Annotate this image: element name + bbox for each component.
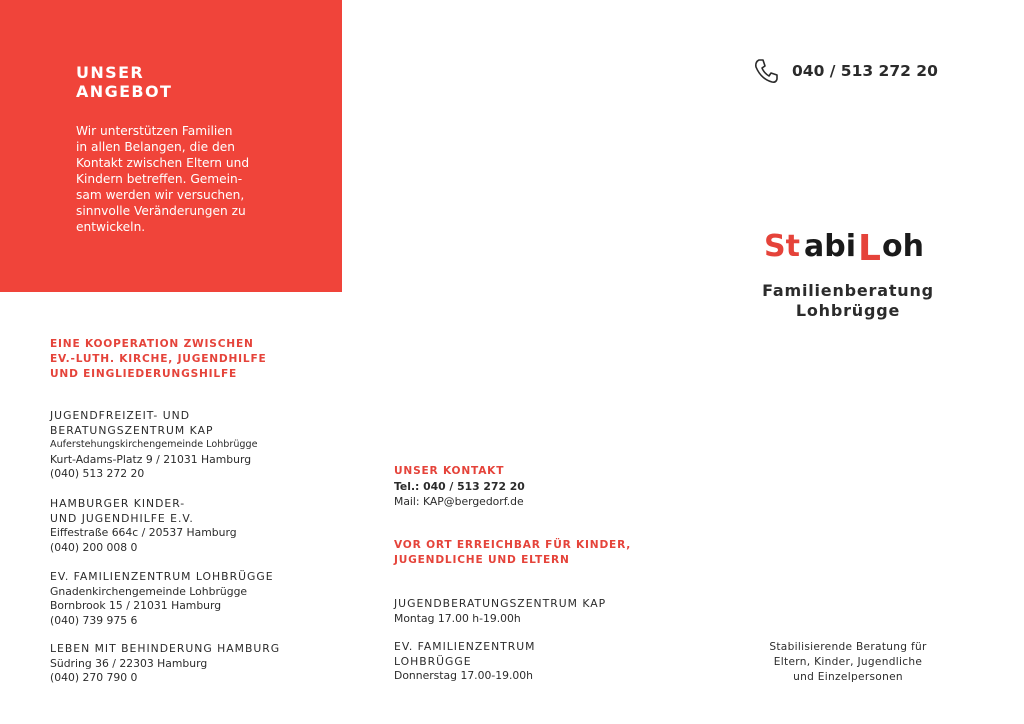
- partner-phone: (040) 513 272 20: [50, 467, 145, 480]
- subtitle-line: Familienberatung: [762, 281, 934, 300]
- svg-text:oh: oh: [882, 229, 924, 264]
- partner-entry-jugendhilfe: [50, 497, 350, 555]
- location-time: Donnerstag 17.00-19.00h: [394, 669, 534, 682]
- partner-entry-behinderung: [50, 642, 350, 686]
- tagline-line: Stabilisierende Beratung für: [769, 641, 927, 653]
- onsite-heading: [394, 538, 694, 568]
- partner-address: Südring 36 / 22303 Hamburg: [50, 656, 208, 670]
- partner-name: EV. FAMILIENZENTRUM LOHBRÜGGE: [50, 570, 274, 583]
- partner-address: Eiffestraße 664c / 20537 Hamburg: [50, 526, 237, 539]
- location-kap: [394, 597, 694, 626]
- partner-name: JUGENDFREIZEIT- UND: [50, 409, 191, 422]
- offer-text: [76, 123, 296, 235]
- partner-name: HAMBURGER KINDER-: [50, 497, 186, 510]
- partner-phone: (040) 200 008 0: [50, 540, 138, 554]
- partner-name: UND JUGENDHILFE E.V.: [50, 511, 194, 525]
- offer-heading: [76, 63, 296, 101]
- partner-phone: (040) 739 975 6: [50, 613, 138, 627]
- cooperation-heading-line: EV.-LUTH. KIRCHE, JUGENDHILFE: [50, 353, 267, 365]
- svg-text:St: St: [764, 229, 800, 264]
- onsite-heading-line: JUGENDLICHE UND ELTERN: [394, 554, 570, 566]
- partner-phone: (040) 270 790 0: [50, 671, 138, 684]
- partner-sub: Gnadenkirchengemeinde Lohbrügge: [50, 584, 248, 598]
- offer-text-line: Kindern betreffen. Gemein-: [76, 172, 243, 186]
- offer-text-line: in allen Belangen, die den: [76, 140, 235, 154]
- location-name: EV. FAMILIENZENTRUM: [394, 640, 536, 653]
- offer-text-line: Wir unterstützen Familien: [76, 124, 233, 138]
- partner-name: BERATUNGSZENTRUM KAP: [50, 423, 214, 437]
- cooperation-heading-line: UND EINGLIEDERUNGSHILFE: [50, 368, 238, 380]
- tagline-line: Eltern, Kinder, Jugendliche: [773, 656, 923, 668]
- phone-icon: [752, 56, 782, 86]
- partner-address: Kurt-Adams-Platz 9 / 21031 Hamburg: [50, 452, 252, 466]
- partner-entry-kap: [50, 409, 350, 482]
- contact-heading: UNSER KONTAKT: [394, 465, 505, 477]
- offer-heading-line: ANGEBOT: [76, 82, 173, 101]
- phone-line: [752, 56, 938, 86]
- offer-heading-line: UNSER: [76, 63, 145, 82]
- cooperation-heading-line: EINE KOOPERATION ZWISCHEN: [50, 338, 254, 350]
- onsite-heading-line: VOR ORT ERREICHBAR FÜR KINDER,: [394, 539, 632, 551]
- location-name: JUGENDBERATUNGSZENTRUM KAP: [394, 597, 607, 610]
- contact-block: [394, 464, 694, 509]
- contact-tel: Tel.: 040 / 513 272 20: [394, 480, 525, 493]
- offer-text-line: sam werden wir versuchen,: [76, 188, 245, 202]
- partner-name: LEBEN MIT BEHINDERUNG HAMBURG: [50, 642, 281, 655]
- partner-address: Bornbrook 15 / 21031 Hamburg: [50, 599, 222, 612]
- svg-text:L: L: [858, 228, 881, 268]
- location-familienzentrum: [394, 640, 694, 684]
- subtitle: [730, 281, 966, 321]
- tagline: [730, 640, 966, 685]
- location-name: LOHBRÜGGE: [394, 654, 472, 668]
- partner-entry-familienzentrum: [50, 570, 350, 628]
- cooperation-heading: [50, 337, 340, 382]
- contact-mail: Mail: KAP@bergedorf.de: [394, 495, 524, 508]
- offer-text-line: entwickeln.: [76, 220, 146, 234]
- tagline-line: und Einzelpersonen: [793, 671, 903, 683]
- stabiloh-logo: [760, 222, 940, 268]
- offer-text-line: sinnvolle Veränderungen zu: [76, 204, 246, 218]
- svg-text:abi: abi: [804, 229, 857, 264]
- partner-sub: Auferstehungskirchengemeinde Lohbrügge: [50, 439, 258, 450]
- phone-number: 040 / 513 272 20: [792, 62, 938, 80]
- subtitle-line: Lohbrügge: [795, 301, 901, 320]
- offer-text-line: Kontakt zwischen Eltern und: [76, 156, 250, 170]
- location-time: Montag 17.00 h-19.00h: [394, 611, 521, 625]
